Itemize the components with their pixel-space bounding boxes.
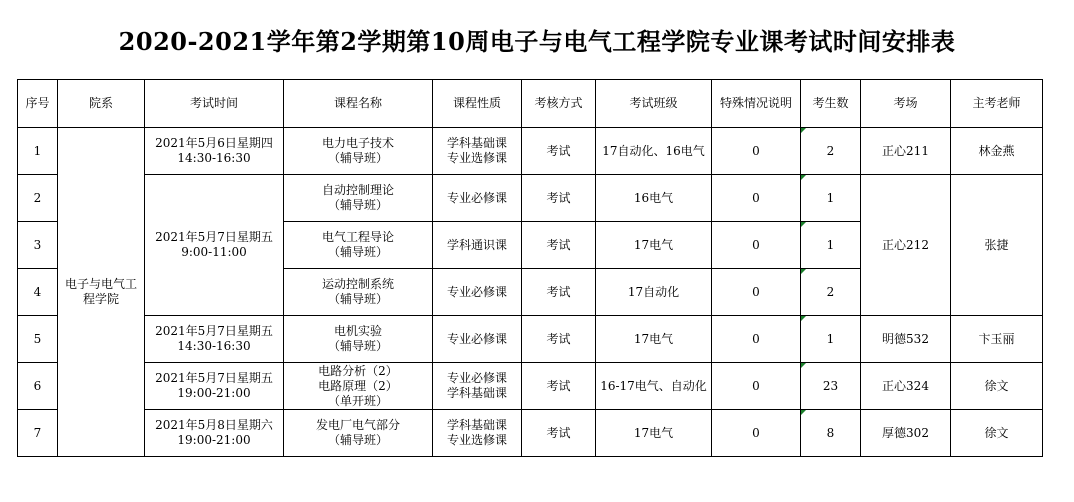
exam-room: 厚德302	[861, 410, 951, 457]
header-course-nature: 课程性质	[433, 80, 522, 128]
exam-class: 17电气	[596, 410, 712, 457]
header-exam-time: 考试时间	[145, 80, 284, 128]
exam-time: 2021年5月6日星期四 14:30-16:30	[145, 128, 284, 175]
course-nature: 专业必修课	[433, 316, 522, 363]
course-name: 电路分析（2） 电路原理（2） （单开班）	[284, 363, 433, 410]
exam-time: 2021年5月7日星期五 9:00-11:00	[145, 175, 284, 316]
assessment-method: 考试	[522, 316, 596, 363]
exam-class: 16电气	[596, 175, 712, 222]
header-student-count: 考生数	[801, 80, 861, 128]
special-notes: 0	[712, 316, 801, 363]
assessment-method: 考试	[522, 222, 596, 269]
course-name: 电气工程导论 （辅导班）	[284, 222, 433, 269]
table-row	[18, 316, 1043, 363]
row-no: 3	[18, 222, 58, 269]
course-name: 运动控制系统 （辅导班）	[284, 269, 433, 316]
examiner: 张捷	[951, 175, 1043, 316]
exam-time: 2021年5月7日星期五 19:00-21:00	[145, 363, 284, 410]
course-name: 电力电子技术 （辅导班）	[284, 128, 433, 175]
exam-class: 17电气	[596, 316, 712, 363]
row-no: 6	[18, 363, 58, 410]
course-nature: 专业必修课	[433, 175, 522, 222]
special-notes: 0	[712, 269, 801, 316]
student-count: 1	[801, 316, 861, 363]
row-no: 1	[18, 128, 58, 175]
exam-room: 正心324	[861, 363, 951, 410]
exam-class: 17电气	[596, 222, 712, 269]
header-exam-room: 考场	[861, 80, 951, 128]
examiner: 徐文	[951, 363, 1043, 410]
exam-room: 明德532	[861, 316, 951, 363]
examiner: 林金燕	[951, 128, 1043, 175]
exam-room: 正心211	[861, 128, 951, 175]
header-exam-class: 考试班级	[596, 80, 712, 128]
course-nature: 专业必修课	[433, 269, 522, 316]
special-notes: 0	[712, 175, 801, 222]
header-no: 序号	[18, 80, 58, 128]
assessment-method: 考试	[522, 269, 596, 316]
student-count: 1	[801, 175, 861, 222]
row-no: 7	[18, 410, 58, 457]
course-name: 电机实验 （辅导班）	[284, 316, 433, 363]
exam-time: 2021年5月8日星期六 19:00-21:00	[145, 410, 284, 457]
header-examiner: 主考老师	[951, 80, 1043, 128]
course-name: 自动控制理论 （辅导班）	[284, 175, 433, 222]
assessment-method: 考试	[522, 128, 596, 175]
assessment-method: 考试	[522, 410, 596, 457]
student-count: 2	[801, 269, 861, 316]
exam-class: 16-17电气、自动化	[596, 363, 712, 410]
examiner: 卞玉丽	[951, 316, 1043, 363]
special-notes: 0	[712, 128, 801, 175]
exam-class: 17自动化	[596, 269, 712, 316]
department-cell: 电子与电气工程学院	[58, 128, 145, 457]
course-nature: 学科基础课 专业选修课	[433, 128, 522, 175]
table-row	[18, 410, 1043, 457]
header-row	[18, 80, 1043, 128]
table-row	[18, 128, 1043, 175]
header-assessment-method: 考核方式	[522, 80, 596, 128]
examiner: 徐文	[951, 410, 1043, 457]
course-nature: 学科基础课 专业选修课	[433, 410, 522, 457]
student-count: 8	[801, 410, 861, 457]
student-count: 23	[801, 363, 861, 410]
header-course-name: 课程名称	[284, 80, 433, 128]
exam-schedule-table	[17, 79, 1043, 457]
course-nature: 专业必修课 学科基础课	[433, 363, 522, 410]
header-special-notes: 特殊情况说明	[712, 80, 801, 128]
assessment-method: 考试	[522, 363, 596, 410]
header-department: 院系	[58, 80, 145, 128]
row-no: 4	[18, 269, 58, 316]
exam-room: 正心212	[861, 175, 951, 316]
course-nature: 学科通识课	[433, 222, 522, 269]
exam-time: 2021年5月7日星期五 14:30-16:30	[145, 316, 284, 363]
row-no: 5	[18, 316, 58, 363]
special-notes: 0	[712, 363, 801, 410]
assessment-method: 考试	[522, 175, 596, 222]
course-name: 发电厂电气部分 （辅导班）	[284, 410, 433, 457]
row-no: 2	[18, 175, 58, 222]
table-row	[18, 363, 1043, 410]
special-notes: 0	[712, 410, 801, 457]
student-count: 2	[801, 128, 861, 175]
table-row	[18, 175, 1043, 222]
student-count: 1	[801, 222, 861, 269]
special-notes: 0	[712, 222, 801, 269]
exam-class: 17自动化、16电气	[596, 128, 712, 175]
page-title: 2020-2021学年第2学期第10周电子与电气工程学院专业课考试时间安排表	[118, 26, 956, 56]
